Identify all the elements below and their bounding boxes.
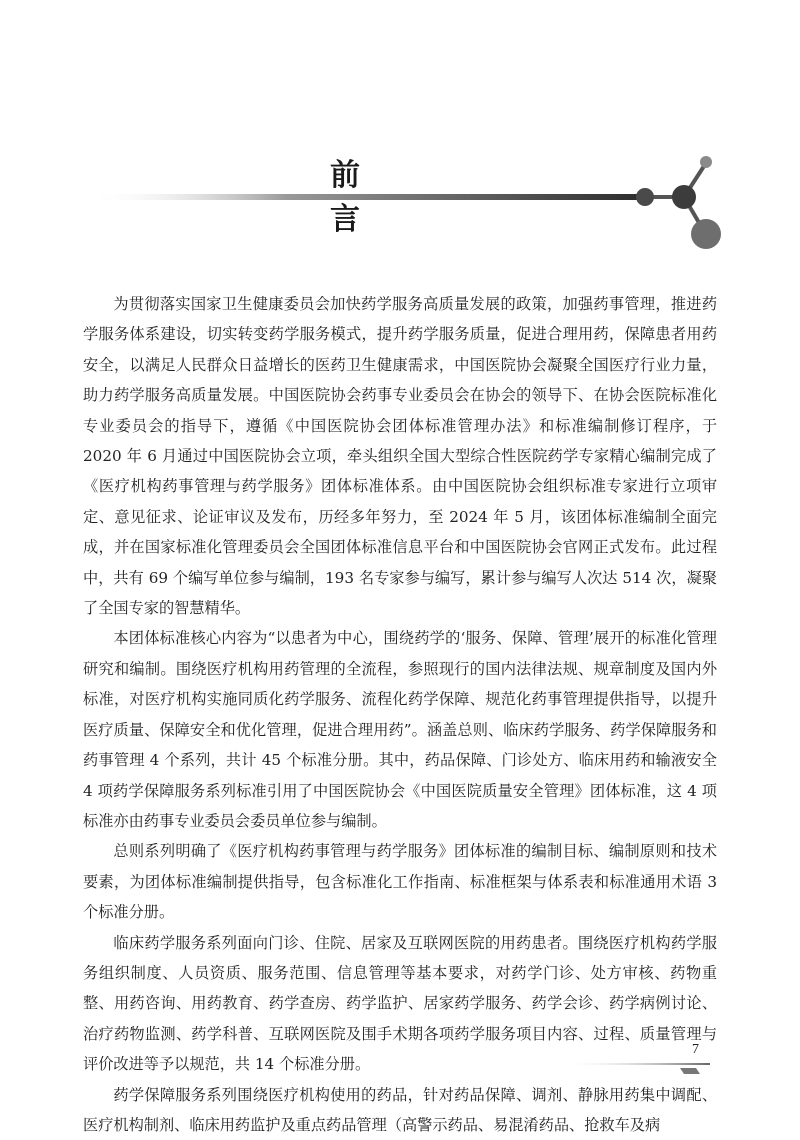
paragraph: 为贯彻落实国家卫生健康委员会加快药学服务高质量发展的政策，加强药事管理，推进药学服务体系建设，切实转变药学服务模式，提升药学服务质量，促进合理用药，保障患者用药安全，以满足人民群众日益增长的医药卫生健康需求，中国医院协会凝聚全国医疗行业力量，助力药学服务高质量发展。中国医院协会药事专业委员会在协会的领导下、在协会医院标准化专业委员会的指导下，遵循《中国医院协会团体标准管理办法》和标准编制修订程序，于 2020 年 6 月通过中国医院协会立项，牵头组织全国大型综合性医院药学专家精心编制完成了《医疗机构药事管理与药学服务》团体标准体系。由中国医院协会组织标准专家进行立项审定、意见征求、论证审议及发布，历经多年努力，至 2024 年 5 月，该团体标准编制全面完成，并在国家标准化管理委员会全国团体标准信息平台和中国医院协会官网正式发布。此过程中，共有 69 个编写单位参与编制，193 名专家参与编写，累计参与编写人次达 514 次，凝聚了全国专家的智慧精华。 bbox=[83, 295, 717, 618]
footer-rule bbox=[560, 1060, 730, 1090]
paragraph: 药学保障服务系列围绕医疗机构使用的药品，针对药品保障、调剂、静脉用药集中调配、医疗机构制剂、临床用药监护及重点药品管理（高警示药品、易混淆药品、抢救车及病 bbox=[83, 1085, 717, 1134]
paragraph: 本团体标准核心内容为“以患者为中心，围绕药学的‘服务、保障、管理’展开的标准化管理研究和编制。围绕医疗机构用药管理的全流程，参照现行的国内法律法规、规章制度及国内外标准，对医疗机构实施同质化药学服务、流程化药学保障、规范化药事管理提供指导，以提升医疗质量、保障安全和优化管理，促进合理用药”。涵盖总则、临床药学服务、药学保障服务和药事管理 4 个系列，共计 45 个标准分册。其中，药品保障、门诊处方、临床用药和输液安全 4 项药学保障服务系列标准引用了中国医院协会《中国医院质量安全管理》团体标准，这 4 项标准亦由药事专业委员会委员单位参与编制。 bbox=[83, 629, 717, 830]
molecule-node-bottom bbox=[691, 219, 721, 249]
page-title: 前 言 bbox=[330, 158, 388, 237]
molecule-node-left bbox=[636, 188, 654, 206]
footer-arrow-icon bbox=[680, 1068, 700, 1074]
molecule-node-top bbox=[700, 156, 712, 168]
molecule-node-center bbox=[672, 185, 696, 209]
paragraph: 总则系列明确了《医疗机构药事管理与药学服务》团体标准的编制目标、编制原则和技术要素，为团体标准编制提供指导，包含标准化工作指南、标准框架与体系表和标准通用术语 3 个标准分册。 bbox=[83, 842, 717, 922]
paragraph: 临床药学服务系列面向门诊、住院、居家及互联网医院的用药患者。围绕医疗机构药学服务组织制度、人员资质、服务范围、信息管理等基本要求，对药学门诊、处方审核、药物重整、用药咨询、用药教育、药学查房、药学监护、居家药学服务、药学会诊、药学病例讨论、治疗药物监测、药学科普、互联网医院及围手术期各项药学服务项目内容、过程、质量管理与评价改进等予以规范，共 14 个标准分册。 bbox=[83, 933, 717, 1074]
preface-body bbox=[83, 289, 717, 1140]
page-number: 7 bbox=[692, 1042, 699, 1057]
